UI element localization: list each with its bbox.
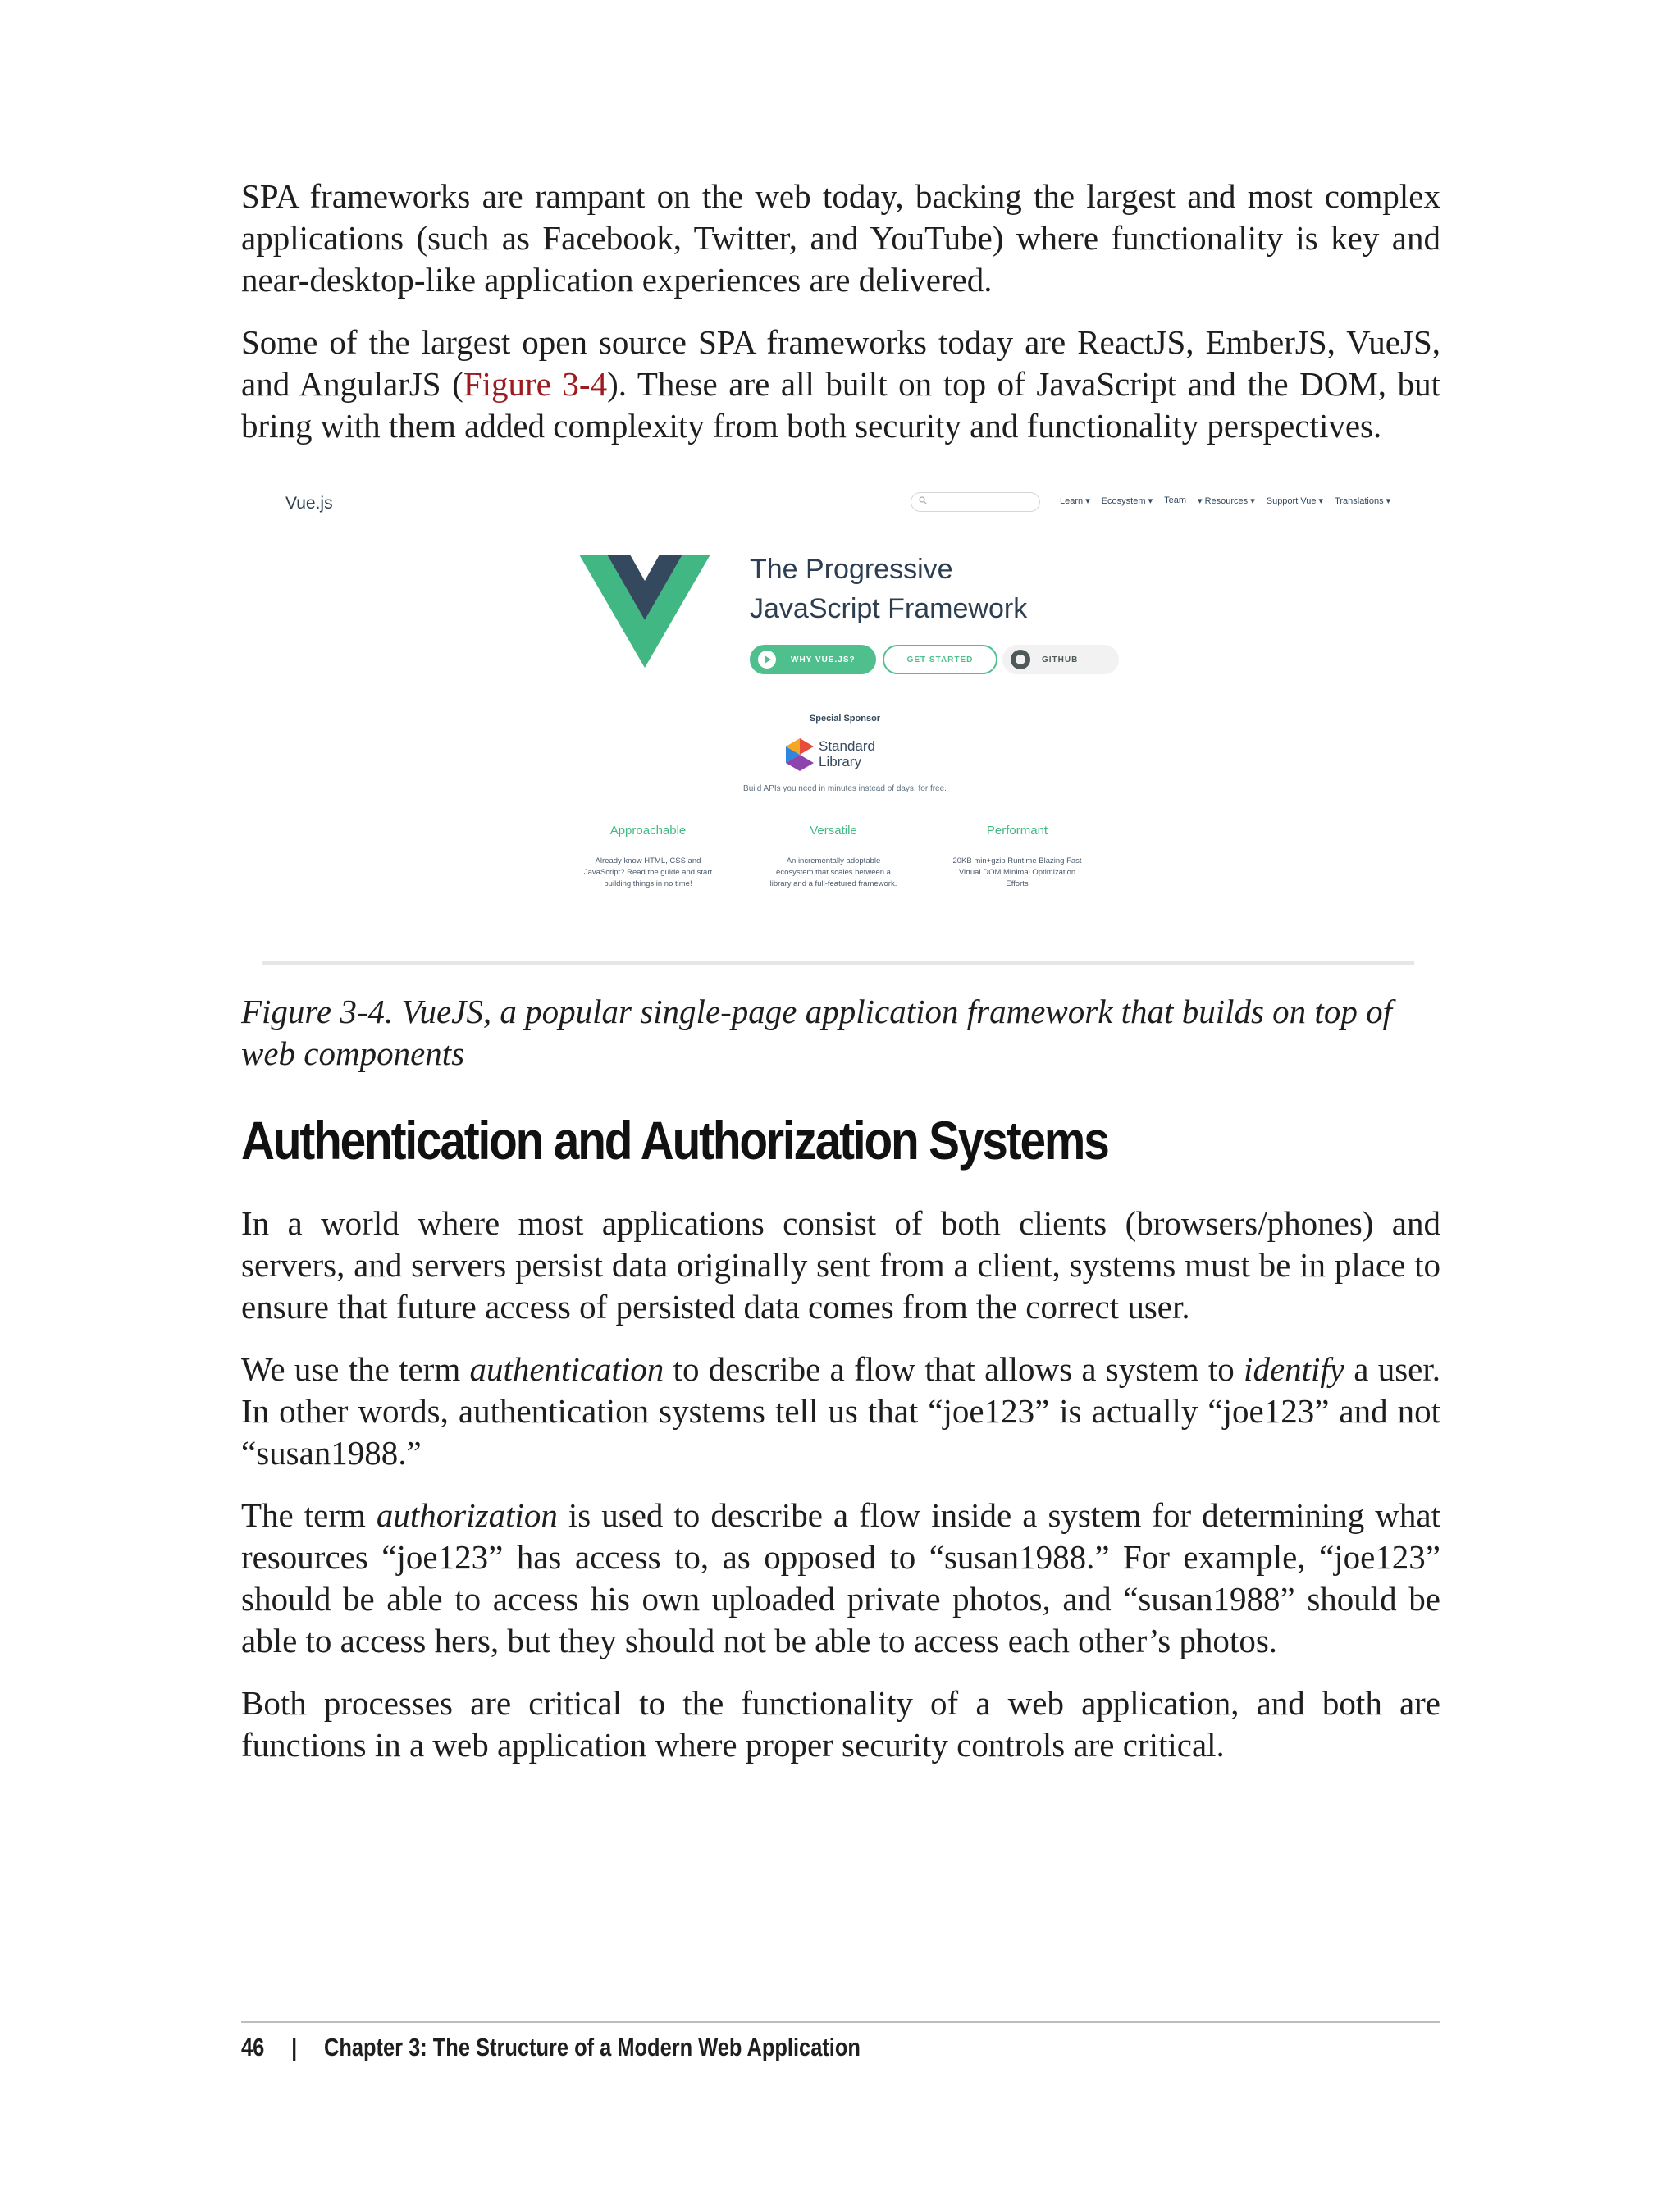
feature-description: 20KB min+gzip Runtime Blazing Fast Virtual DOM Minimal Optimization Efforts [952, 856, 1082, 888]
paragraph-open-source-spa [241, 322, 1440, 447]
vue-headline [750, 550, 1027, 628]
headline-line: The Progressive [750, 554, 953, 585]
standard-library-logo[interactable] [786, 737, 917, 773]
feature-versatile [751, 824, 915, 890]
feature-description: Already know HTML, CSS and JavaScript? Read the guide and start building things in no time! [583, 856, 713, 888]
intro-text [241, 176, 1440, 447]
vuejs-screenshot-figure [262, 486, 1421, 958]
page-number: 46 [241, 2033, 265, 2061]
chapter-title: Chapter 3: The Structure of a Modern Web Application [324, 2033, 861, 2061]
nav-team[interactable]: Team [1164, 495, 1186, 505]
paragraph-authorization [241, 1495, 1440, 1662]
vue-brand-text: Vue.js [285, 494, 333, 513]
vue-search-input[interactable] [911, 492, 1040, 512]
paragraph-both-processes: Both processes are critical to the functionality of a web application, and both are functions in a web application where proper security controls are critical. [241, 1684, 1440, 1764]
section-heading: Authentication and Authorization Systems [241, 1110, 1108, 1171]
nav-translations[interactable]: Translations ▾ [1335, 496, 1391, 506]
sponsor-tagline: Build APIs you need in minutes instead of days, for free. [743, 784, 947, 793]
paragraph-text: The term [241, 1496, 377, 1534]
github-label: GITHUB [1042, 655, 1079, 664]
standard-library-icon [786, 738, 814, 771]
paragraph-text: a user. In other words, authentication systems tell us that “joe123” is actually “joe123” and not “susan1988.” [241, 1350, 1440, 1472]
paragraph-text: We use the term [241, 1350, 470, 1388]
nav-learn[interactable]: Learn ▾ [1060, 496, 1090, 506]
sponsor-name-line: Standard [819, 738, 875, 754]
play-icon [758, 651, 776, 669]
paragraph-spa-frameworks: SPA frameworks are rampant on the web today, backing the largest and most complex applications (such as Facebook, Twitter, and YouTube) where functionality is key and near-desktop-like application experiences are delivered. [241, 177, 1440, 299]
vue-nav [1060, 495, 1390, 506]
vue-logo-icon [579, 555, 710, 669]
sponsor-name [819, 738, 875, 769]
paragraph-authentication [241, 1349, 1440, 1474]
feature-title: Versatile [810, 824, 857, 838]
paragraph-text: Some of the largest open source SPA frameworks today are ReactJS, EmberJS, VueJS, and AngularJS ( [241, 323, 1440, 403]
nav-ecosystem[interactable]: Ecosystem ▾ [1101, 496, 1153, 506]
feature-approachable [566, 824, 730, 890]
feature-performant [935, 824, 1099, 890]
paragraph-text: is used to describe a flow inside a system for determining what resources “joe123” has access to, as opposed to “susan1988.” For example, “joe123” should be able to access his own uploaded private photos, and “susan1988” should be able to access hers, but they should not be able to access each other’s photos. [241, 1496, 1440, 1659]
auth-section-text [241, 1203, 1440, 1766]
why-vue-label: WHY VUE.JS? [791, 655, 856, 664]
search-icon [919, 496, 927, 504]
headline-line: JavaScript Framework [750, 593, 1028, 624]
sponsor-name-line: Library [819, 754, 861, 769]
nav-support-vue[interactable]: Support Vue ▾ [1266, 496, 1324, 506]
why-vue-button[interactable] [750, 645, 876, 674]
footer-separator: | [291, 2033, 298, 2061]
figure-divider [262, 961, 1414, 965]
github-icon [1011, 650, 1030, 669]
paragraph-text: ). These are all built on top of JavaScript and the DOM, but bring with them added complexity from both security and functionality perspectives. [241, 365, 1440, 445]
term-authorization: authorization [376, 1496, 558, 1534]
term-authentication: authentication [469, 1350, 664, 1388]
paragraph-text: to describe a flow that allows a system to [664, 1350, 1244, 1388]
nav-resources[interactable]: ▾ Resources ▾ [1198, 496, 1255, 506]
feature-title: Approachable [609, 824, 687, 838]
figure-3-4-link[interactable]: Figure 3-4 [463, 365, 608, 403]
term-identify: identify [1244, 1350, 1345, 1388]
sponsor-label: Special Sponsor [809, 714, 881, 724]
feature-description: An incrementally adoptable ecosystem that scales between a library and a full-featured framework. [769, 856, 897, 888]
paragraph-clients-servers: In a world where most applications consist of both clients (browsers/phones) and servers, and servers persist data originally sent from a client, systems must be in place to ensure that future access of persisted data comes from the correct user. [241, 1204, 1440, 1326]
page-footer [241, 2033, 861, 2062]
footer-rule [241, 2021, 1440, 2023]
get-started-button[interactable]: GET STARTED [883, 645, 998, 674]
github-button[interactable] [1002, 645, 1119, 674]
figure-caption: Figure 3-4. VueJS, a popular single-page application framework that builds on top of web components [241, 993, 1392, 1072]
feature-title: Performant [986, 824, 1048, 838]
